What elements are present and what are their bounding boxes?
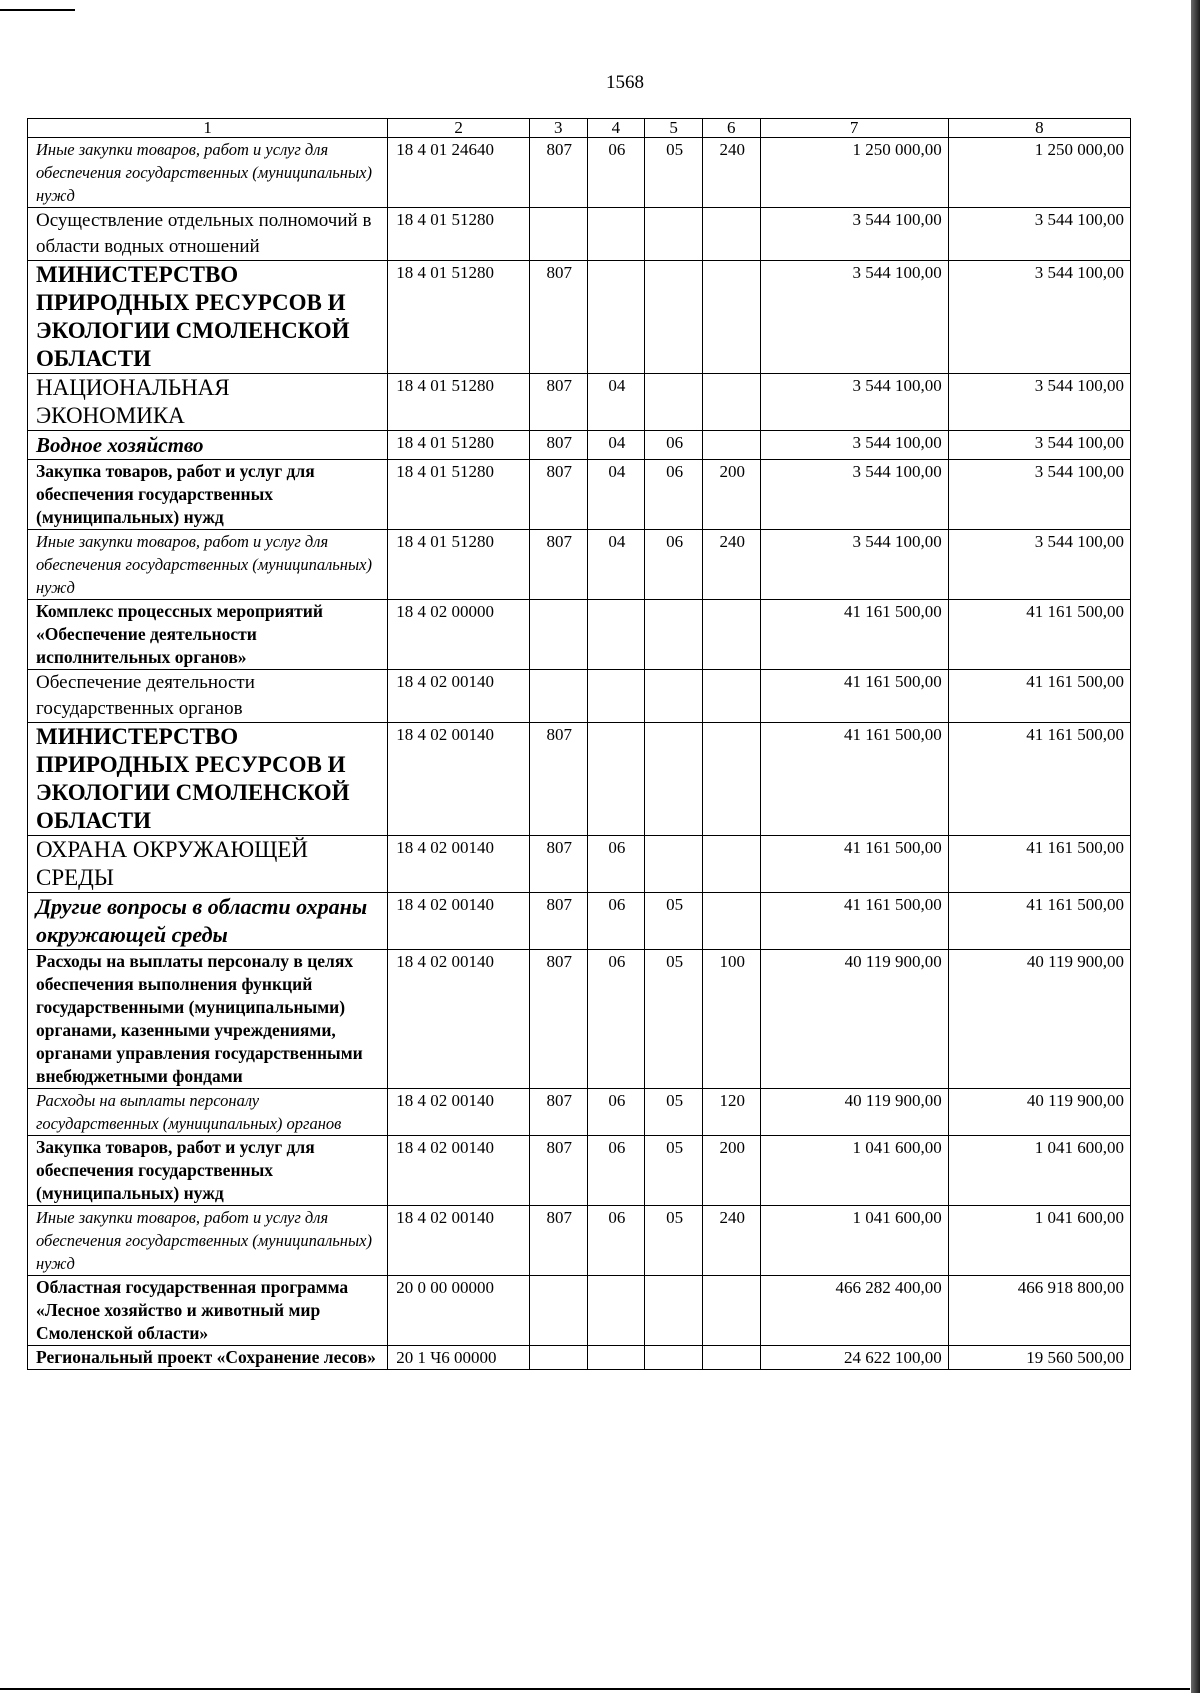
subsection-code <box>645 670 703 723</box>
expense-type-code: 200 <box>702 1136 760 1206</box>
subsection-code <box>645 836 703 893</box>
ministry-code: 807 <box>529 460 587 530</box>
ministry-code: 807 <box>529 530 587 600</box>
expense-type-code <box>702 1276 760 1346</box>
section-code: 04 <box>587 431 645 460</box>
table-row <box>28 1276 1131 1346</box>
scan-edge-line-bottom <box>0 1688 1190 1690</box>
ministry-code: 807 <box>529 261 587 374</box>
table-row <box>28 431 1131 460</box>
table-row <box>28 374 1131 431</box>
budget-table <box>27 118 1131 1370</box>
expense-type-code <box>702 893 760 950</box>
header-cell: 8 <box>948 119 1130 138</box>
amount-year-1: 41 161 500,00 <box>760 893 948 950</box>
amount-year-2: 1 041 600,00 <box>948 1136 1130 1206</box>
table-row <box>28 836 1131 893</box>
table-row <box>28 261 1131 374</box>
table-row <box>28 1346 1131 1370</box>
subsection-code <box>645 600 703 670</box>
section-code: 06 <box>587 836 645 893</box>
subsection-code: 05 <box>645 1136 703 1206</box>
table-row <box>28 893 1131 950</box>
amount-year-1: 40 119 900,00 <box>760 950 948 1089</box>
header-cell: 6 <box>702 119 760 138</box>
subsection-code: 05 <box>645 1089 703 1136</box>
amount-year-1: 1 041 600,00 <box>760 1136 948 1206</box>
row-name: Иные закупки товаров, работ и услуг для обеспечения государственных (муниципальных) нужд <box>28 138 388 208</box>
expense-type-code: 240 <box>702 138 760 208</box>
target-article-code: 18 4 02 00140 <box>388 1136 530 1206</box>
expense-type-code <box>702 261 760 374</box>
ministry-code: 807 <box>529 138 587 208</box>
target-article-code: 18 4 01 51280 <box>388 460 530 530</box>
expense-type-code <box>702 836 760 893</box>
target-article-code: 18 4 01 51280 <box>388 208 530 261</box>
amount-year-2: 1 250 000,00 <box>948 138 1130 208</box>
amount-year-2: 3 544 100,00 <box>948 374 1130 431</box>
target-article-code: 18 4 01 51280 <box>388 374 530 431</box>
amount-year-1: 24 622 100,00 <box>760 1346 948 1370</box>
subsection-code <box>645 723 703 836</box>
expense-type-code <box>702 723 760 836</box>
amount-year-2: 1 041 600,00 <box>948 1206 1130 1276</box>
expense-type-code <box>702 670 760 723</box>
table-row <box>28 530 1131 600</box>
row-name: Комплекс процессных мероприятий «Обеспечение деятельности исполнительных органов» <box>28 600 388 670</box>
target-article-code: 18 4 01 51280 <box>388 530 530 600</box>
expense-type-code <box>702 208 760 261</box>
row-name: Осуществление отдельных полномочий в области водных отношений <box>28 208 388 261</box>
ministry-code: 807 <box>529 723 587 836</box>
expense-type-code: 200 <box>702 460 760 530</box>
section-code <box>587 208 645 261</box>
subsection-code: 05 <box>645 893 703 950</box>
target-article-code: 18 4 02 00140 <box>388 1206 530 1276</box>
row-name: Расходы на выплаты персоналу государственных (муниципальных) органов <box>28 1089 388 1136</box>
expense-type-code <box>702 431 760 460</box>
amount-year-1: 466 282 400,00 <box>760 1276 948 1346</box>
table-row <box>28 208 1131 261</box>
expense-type-code: 240 <box>702 530 760 600</box>
section-code: 06 <box>587 138 645 208</box>
row-name: Региональный проект «Сохранение лесов» <box>28 1346 388 1370</box>
target-article-code: 18 4 02 00140 <box>388 893 530 950</box>
row-name: Водное хозяйство <box>28 431 388 460</box>
table-row <box>28 1206 1131 1276</box>
amount-year-2: 40 119 900,00 <box>948 1089 1130 1136</box>
ministry-code: 807 <box>529 374 587 431</box>
ministry-code <box>529 1346 587 1370</box>
row-name: Обеспечение деятельности государственных органов <box>28 670 388 723</box>
amount-year-2: 3 544 100,00 <box>948 208 1130 261</box>
row-name: Другие вопросы в области охраны окружающей среды <box>28 893 388 950</box>
section-code: 06 <box>587 1136 645 1206</box>
ministry-code: 807 <box>529 1136 587 1206</box>
header-cell: 5 <box>645 119 703 138</box>
ministry-code <box>529 1276 587 1346</box>
target-article-code: 18 4 02 00140 <box>388 1089 530 1136</box>
header-cell: 3 <box>529 119 587 138</box>
subsection-code <box>645 1346 703 1370</box>
row-name: МИНИСТЕРСТВО ПРИРОДНЫХ РЕСУРСОВ И ЭКОЛОГИИ СМОЛЕНСКОЙ ОБЛАСТИ <box>28 261 388 374</box>
ministry-code: 807 <box>529 893 587 950</box>
amount-year-1: 41 161 500,00 <box>760 670 948 723</box>
section-code: 04 <box>587 530 645 600</box>
subsection-code: 06 <box>645 460 703 530</box>
target-article-code: 18 4 02 00140 <box>388 836 530 893</box>
row-name: Закупка товаров, работ и услуг для обеспечения государственных (муниципальных) нужд <box>28 1136 388 1206</box>
table-body <box>28 138 1131 1370</box>
section-code <box>587 600 645 670</box>
subsection-code: 05 <box>645 138 703 208</box>
section-code: 06 <box>587 1089 645 1136</box>
target-article-code: 18 4 02 00000 <box>388 600 530 670</box>
target-article-code: 18 4 02 00140 <box>388 950 530 1089</box>
amount-year-1: 1 250 000,00 <box>760 138 948 208</box>
amount-year-2: 19 560 500,00 <box>948 1346 1130 1370</box>
section-code <box>587 261 645 374</box>
section-code: 06 <box>587 950 645 1089</box>
table-row <box>28 670 1131 723</box>
row-name: Закупка товаров, работ и услуг для обеспечения государственных (муниципальных) нужд <box>28 460 388 530</box>
ministry-code: 807 <box>529 836 587 893</box>
amount-year-2: 466 918 800,00 <box>948 1276 1130 1346</box>
amount-year-2: 3 544 100,00 <box>948 460 1130 530</box>
subsection-code: 06 <box>645 431 703 460</box>
section-code: 06 <box>587 893 645 950</box>
target-article-code: 18 4 01 51280 <box>388 261 530 374</box>
header-cell: 7 <box>760 119 948 138</box>
amount-year-2: 3 544 100,00 <box>948 530 1130 600</box>
section-code: 06 <box>587 1206 645 1276</box>
amount-year-2: 41 161 500,00 <box>948 723 1130 836</box>
table-row <box>28 950 1131 1089</box>
scan-edge-shadow-right <box>1191 0 1200 1693</box>
amount-year-1: 3 544 100,00 <box>760 261 948 374</box>
amount-year-2: 41 161 500,00 <box>948 600 1130 670</box>
amount-year-2: 3 544 100,00 <box>948 431 1130 460</box>
subsection-code: 06 <box>645 530 703 600</box>
target-article-code: 18 4 01 51280 <box>388 431 530 460</box>
ministry-code: 807 <box>529 950 587 1089</box>
amount-year-2: 3 544 100,00 <box>948 261 1130 374</box>
row-name: ОХРАНА ОКРУЖАЮЩЕЙ СРЕДЫ <box>28 836 388 893</box>
ministry-code <box>529 208 587 261</box>
ministry-code <box>529 670 587 723</box>
subsection-code <box>645 208 703 261</box>
amount-year-1: 41 161 500,00 <box>760 723 948 836</box>
row-name: Расходы на выплаты персоналу в целях обеспечения выполнения функций государственными (муниципальными) органами, казенными учреждениями, органами управления государственными внебюджетными фондами <box>28 950 388 1089</box>
row-name: Иные закупки товаров, работ и услуг для обеспечения государственных (муниципальных) нужд <box>28 1206 388 1276</box>
expense-type-code: 120 <box>702 1089 760 1136</box>
expense-type-code <box>702 1346 760 1370</box>
table-row <box>28 138 1131 208</box>
target-article-code: 18 4 02 00140 <box>388 723 530 836</box>
amount-year-1: 3 544 100,00 <box>760 530 948 600</box>
amount-year-1: 3 544 100,00 <box>760 431 948 460</box>
subsection-code: 05 <box>645 950 703 1089</box>
amount-year-1: 40 119 900,00 <box>760 1089 948 1136</box>
target-article-code: 20 1 Ч6 00000 <box>388 1346 530 1370</box>
amount-year-2: 41 161 500,00 <box>948 836 1130 893</box>
amount-year-2: 40 119 900,00 <box>948 950 1130 1089</box>
ministry-code: 807 <box>529 1089 587 1136</box>
amount-year-2: 41 161 500,00 <box>948 893 1130 950</box>
amount-year-1: 3 544 100,00 <box>760 374 948 431</box>
section-code <box>587 670 645 723</box>
page-number: 1568 <box>606 72 644 93</box>
subsection-code <box>645 1276 703 1346</box>
table-row <box>28 1089 1131 1136</box>
table-row <box>28 600 1131 670</box>
row-name: НАЦИОНАЛЬНАЯ ЭКОНОМИКА <box>28 374 388 431</box>
row-name: Областная государственная программа «Лесное хозяйство и животный мир Смоленской области» <box>28 1276 388 1346</box>
subsection-code <box>645 374 703 431</box>
expense-type-code: 240 <box>702 1206 760 1276</box>
amount-year-2: 41 161 500,00 <box>948 670 1130 723</box>
amount-year-1: 41 161 500,00 <box>760 836 948 893</box>
header-cell: 1 <box>28 119 388 138</box>
expense-type-code <box>702 600 760 670</box>
row-name: МИНИСТЕРСТВО ПРИРОДНЫХ РЕСУРСОВ И ЭКОЛОГИИ СМОЛЕНСКОЙ ОБЛАСТИ <box>28 723 388 836</box>
target-article-code: 18 4 02 00140 <box>388 670 530 723</box>
ministry-code <box>529 600 587 670</box>
ministry-code: 807 <box>529 1206 587 1276</box>
expense-type-code <box>702 374 760 431</box>
subsection-code: 05 <box>645 1206 703 1276</box>
table-row <box>28 1136 1131 1206</box>
amount-year-1: 3 544 100,00 <box>760 460 948 530</box>
header-row <box>28 119 1131 138</box>
section-code <box>587 1276 645 1346</box>
scan-edge-line-top <box>0 9 75 11</box>
row-name: Иные закупки товаров, работ и услуг для обеспечения государственных (муниципальных) нужд <box>28 530 388 600</box>
section-code <box>587 723 645 836</box>
section-code <box>587 1346 645 1370</box>
expense-type-code: 100 <box>702 950 760 1089</box>
section-code: 04 <box>587 460 645 530</box>
table-row <box>28 723 1131 836</box>
target-article-code: 20 0 00 00000 <box>388 1276 530 1346</box>
header-cell: 2 <box>388 119 530 138</box>
ministry-code: 807 <box>529 431 587 460</box>
subsection-code <box>645 261 703 374</box>
amount-year-1: 3 544 100,00 <box>760 208 948 261</box>
target-article-code: 18 4 01 24640 <box>388 138 530 208</box>
amount-year-1: 1 041 600,00 <box>760 1206 948 1276</box>
section-code: 04 <box>587 374 645 431</box>
header-cell: 4 <box>587 119 645 138</box>
amount-year-1: 41 161 500,00 <box>760 600 948 670</box>
table-row <box>28 460 1131 530</box>
